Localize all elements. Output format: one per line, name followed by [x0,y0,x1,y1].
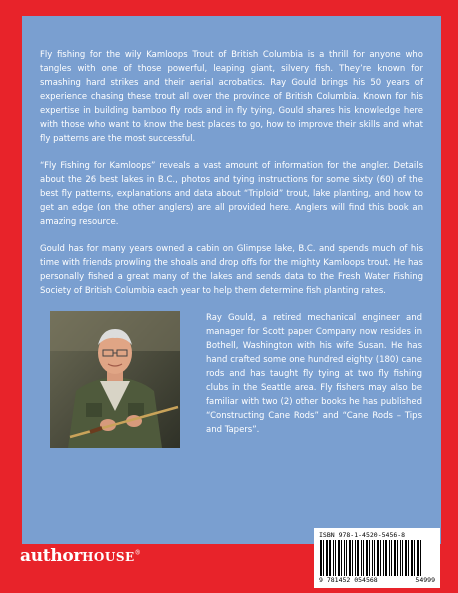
author-photo [50,311,180,448]
barcode-bar [400,540,401,576]
registered-mark: ® [134,549,141,557]
publisher-logo [20,546,141,566]
barcode-bar [344,540,345,576]
barcode-bar [372,540,373,576]
barcode-bars [319,540,435,576]
barcode-bar [363,540,364,576]
isbn-label [319,531,435,539]
barcode-bar [383,540,384,576]
barcode-bar [338,540,340,576]
isbn-number: ISBN 978-1-4520-5456-8 [319,531,406,539]
blurb-paragraph-1: Fly fishing for the wily Kamloops Trout of British Columbia is a thrill for anyone who tangles with one of those powerful, leaping giant, silvery fish. They’re known for smashing hard strikes and their aerial acrobatics. Ray Gould brings his 50 years of experience chasing these trout all over the province of British Columbia. Known for his expertise in building bamboo fly rods and in fly tying, Gould shares his knowledge here with those who want to know the best places to go, how to improve their skills and what fly patterns are the most successful. [40,50,423,144]
barcode-bar [366,540,368,576]
barcode-bar [411,540,413,576]
barcode-bar [391,540,392,576]
barcode-bar [326,540,328,576]
blurb-paragraph-3: Gould has for many years owned a cabin on Glimpse lake, B.C. and spends much of his time with friends prowling the shoals and drop offs for the mighty Kamloops trout. He has personally fished a great many of the lakes and sends data to the Fresh Water Fishing Society of British Columbia each year to help them determine fish planting rates. [40,244,423,296]
barcode-bar [335,540,336,576]
author-photo-illustration [50,311,180,448]
barcode-bar [377,540,379,576]
price-code: 54999 [415,576,435,584]
barcode-bar [333,540,334,576]
publisher-logo-upper: HOUSE [82,550,135,564]
barcode-bar [394,540,396,576]
blurb-paragraph-2: “Fly Fishing for Kamloops” reveals a vast amount of information for the angler. Details about the 26 best lakes in B.C., photos and tying instructions for some sixty (60) of the best fly patterns, explanations and data about “Triploid” trout, lake planting, and how to get an edge (on the other anglers) are all provided here. Anglers will find this book an amazing resource. [40,161,423,227]
barcode-bar [405,540,407,576]
barcode-bar [320,540,322,576]
barcode-bar [369,540,370,576]
barcode-bar [385,540,387,576]
barcode-bar [389,540,390,576]
barcode-bar [323,540,324,576]
barcode-bar [380,540,381,576]
barcode-digits-text: 9 781452 054568 [319,576,378,584]
isbn-barcode [314,528,440,588]
author-bio-section [40,311,423,451]
barcode-bar [355,540,356,576]
barcode-bar [329,540,331,576]
barcode-bar [352,540,353,576]
barcode-bar [361,540,362,576]
barcode-bar [402,540,403,576]
barcode-bar [420,540,421,576]
barcode-bar [349,540,351,576]
barcode-bar [414,540,415,576]
barcode-digits [319,576,435,584]
text-panel [22,16,441,544]
barcode-bar [346,540,347,576]
author-bio-text: Ray Gould, a retired mechanical engineer and manager for Scott paper Company now resides in Bothell, Washington with his wife Susan. He has hand crafted some one hundred eighty (180) cane rods and has taught fly tying at two fly fishing clubs in the Seattle area. Fly fishers may also be familiar with two (2) other books he has published “Constructing Cane Rods” and “Cane Rods – Tips and Tapers”. [206,313,422,435]
barcode-bar [357,540,359,576]
barcode-bar [374,540,375,576]
barcode-bar [397,540,398,576]
barcode-bar [408,540,409,576]
barcode-bar [341,540,342,576]
publisher-logo-lower: author [20,546,83,566]
barcode-bar [417,540,419,576]
